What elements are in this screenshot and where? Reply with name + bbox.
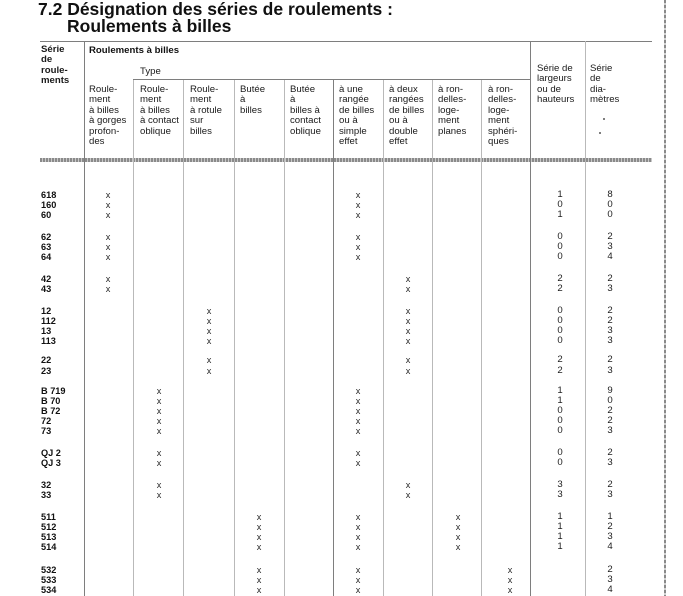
series-digit: 3 xyxy=(607,425,613,436)
series-digit: 0 xyxy=(557,199,563,210)
series-digit: 2 xyxy=(607,521,613,532)
speck xyxy=(603,118,605,120)
type-mark: x xyxy=(355,406,361,416)
type-mark: x xyxy=(355,542,361,552)
type-mark: x xyxy=(405,336,411,346)
row-serie-label: 22 xyxy=(41,355,52,365)
header-serie: Série de roule- ments xyxy=(41,44,70,87)
type-mark: x xyxy=(355,252,361,262)
series-digit: 0 xyxy=(557,415,563,426)
type-mark: x xyxy=(105,190,111,200)
row-serie-label: 72 xyxy=(41,416,52,426)
row-serie-label: 113 xyxy=(41,336,56,346)
row-serie-label: 64 xyxy=(41,252,52,262)
series-digit: 2 xyxy=(607,564,613,575)
row-serie-label: 33 xyxy=(41,490,52,500)
type-mark: x xyxy=(355,190,361,200)
type-mark: x xyxy=(355,386,361,396)
row-serie-label: 112 xyxy=(41,316,56,326)
series-digit: 1 xyxy=(557,395,563,406)
series-digit: 0 xyxy=(557,241,563,252)
row-serie-label: 42 xyxy=(41,274,52,284)
series-digit: 0 xyxy=(557,457,563,468)
type-mark: x xyxy=(405,306,411,316)
header-col-single-row: à une rangée de billes ou à simple effet xyxy=(339,84,375,148)
series-digit: 1 xyxy=(557,209,563,220)
row-serie-label: 63 xyxy=(41,242,52,252)
series-digit: 3 xyxy=(607,531,613,542)
series-digit: 3 xyxy=(557,479,563,490)
series-digit: 3 xyxy=(607,574,613,585)
row-serie-label: 618 xyxy=(41,190,57,200)
series-digit: 2 xyxy=(557,365,563,376)
series-digit: 2 xyxy=(607,415,613,426)
type-mark: x xyxy=(405,366,411,376)
series-digit: 3 xyxy=(607,489,613,500)
type-mark: x xyxy=(355,426,361,436)
row-serie-label: 62 xyxy=(41,232,52,242)
type-mark: x xyxy=(105,284,111,294)
type-mark: x xyxy=(355,458,361,468)
series-digit: 2 xyxy=(607,479,613,490)
type-mark: x xyxy=(355,232,361,242)
type-mark: x xyxy=(355,585,361,595)
type-mark: x xyxy=(256,512,262,522)
type-mark: x xyxy=(105,274,111,284)
series-digit: 1 xyxy=(557,511,563,522)
type-mark: x xyxy=(206,355,212,365)
type-mark: x xyxy=(206,366,212,376)
type-mark: x xyxy=(405,490,411,500)
header-col-width-series: Série de largeurs ou de hauteurs xyxy=(537,63,575,106)
series-digit: 1 xyxy=(607,511,613,522)
row-serie-label: 511 xyxy=(41,512,56,522)
col-divider xyxy=(530,41,531,596)
header-col-thrust-angular: Butée à billes à contact oblique xyxy=(290,84,321,137)
type-mark: x xyxy=(405,274,411,284)
series-digit: 3 xyxy=(607,457,613,468)
row-serie-label: 532 xyxy=(41,565,57,575)
series-digit: 1 xyxy=(557,541,563,552)
series-digit: 1 xyxy=(557,531,563,542)
section-title xyxy=(38,1,393,35)
type-mark: x xyxy=(105,252,111,262)
header-col-flat-washer: à ron- delles- loge- ment planes xyxy=(438,84,467,137)
series-digit: 1 xyxy=(557,521,563,532)
row-serie-label: 60 xyxy=(41,210,52,220)
type-mark: x xyxy=(156,396,162,406)
type-mark: x xyxy=(105,232,111,242)
type-mark: x xyxy=(455,532,461,542)
series-digit: 3 xyxy=(607,283,613,294)
type-mark: x xyxy=(256,585,262,595)
series-digit: 0 xyxy=(607,209,613,220)
row-serie-label: 533 xyxy=(41,575,57,585)
col-divider xyxy=(284,80,285,596)
type-mark: x xyxy=(507,565,513,575)
header-col-double-row: à deux rangées de billes ou à double effet xyxy=(389,84,425,148)
series-digit: 3 xyxy=(607,335,613,346)
row-serie-label: QJ 2 xyxy=(41,448,61,458)
series-digit: 2 xyxy=(557,354,563,365)
series-digit: 2 xyxy=(607,315,613,326)
row-serie-label: 73 xyxy=(41,426,52,436)
col-divider xyxy=(585,41,586,596)
type-mark: x xyxy=(256,522,262,532)
series-digit: 1 xyxy=(557,385,563,396)
header-col-deep-groove: Roule- ment à billes à gorges profon- des xyxy=(89,84,127,148)
series-digit: 8 xyxy=(607,189,613,200)
series-digit: 0 xyxy=(557,305,563,316)
type-mark: x xyxy=(156,406,162,416)
header-col-thrust: Butée à billes xyxy=(240,84,266,116)
type-mark: x xyxy=(405,326,411,336)
type-mark: x xyxy=(256,542,262,552)
series-digit: 2 xyxy=(557,283,563,294)
header-bottom-rule xyxy=(40,158,652,162)
series-digit: 1 xyxy=(557,189,563,200)
type-mark: x xyxy=(507,575,513,585)
col-divider xyxy=(333,80,334,596)
type-mark: x xyxy=(355,512,361,522)
series-digit: 0 xyxy=(557,447,563,458)
row-serie-label: 512 xyxy=(41,522,57,532)
type-mark: x xyxy=(455,512,461,522)
type-mark: x xyxy=(105,242,111,252)
series-digit: 2 xyxy=(607,305,613,316)
series-digit: 0 xyxy=(557,315,563,326)
type-mark: x xyxy=(355,242,361,252)
page-edge-line xyxy=(664,0,666,596)
type-mark: x xyxy=(355,522,361,532)
type-mark: x xyxy=(156,416,162,426)
row-serie-label: 534 xyxy=(41,585,57,595)
type-mark: x xyxy=(355,416,361,426)
type-mark: x xyxy=(105,200,111,210)
series-digit: 3 xyxy=(557,489,563,500)
type-mark: x xyxy=(206,306,212,316)
type-mark: x xyxy=(256,565,262,575)
row-serie-label: B 70 xyxy=(41,396,61,406)
col-divider xyxy=(183,80,184,596)
series-digit: 3 xyxy=(607,365,613,376)
series-digit: 2 xyxy=(557,273,563,284)
row-serie-label: 12 xyxy=(41,306,52,316)
type-mark: x xyxy=(355,200,361,210)
type-mark: x xyxy=(355,575,361,585)
row-serie-label: 32 xyxy=(41,480,52,490)
type-mark: x xyxy=(206,316,212,326)
series-digit: 2 xyxy=(607,405,613,416)
type-mark: x xyxy=(256,575,262,585)
series-digit: 0 xyxy=(557,405,563,416)
row-serie-label: 23 xyxy=(41,366,52,376)
type-mark: x xyxy=(105,210,111,220)
type-mark: x xyxy=(206,326,212,336)
series-digit: 2 xyxy=(607,354,613,365)
series-digit: 4 xyxy=(607,251,613,262)
row-serie-label: 514 xyxy=(41,542,57,552)
series-digit: 2 xyxy=(607,273,613,284)
type-mark: x xyxy=(455,522,461,532)
type-mark: x xyxy=(507,585,513,595)
row-serie-label: 160 xyxy=(41,200,57,210)
series-digit: 3 xyxy=(607,241,613,252)
type-mark: x xyxy=(156,458,162,468)
row-serie-label: B 72 xyxy=(41,406,61,416)
col-divider xyxy=(383,80,384,596)
series-digit: 2 xyxy=(607,447,613,458)
series-digit: 0 xyxy=(557,231,563,242)
section-title-line2: Roulements à billes xyxy=(67,16,232,36)
type-mark: x xyxy=(206,336,212,346)
header-type-label: Type xyxy=(140,66,161,77)
series-digit: 9 xyxy=(607,385,613,396)
type-mark: x xyxy=(355,532,361,542)
section-title-line1: 7.2 Désignation des séries de roulements : xyxy=(38,0,393,19)
type-mark: x xyxy=(405,355,411,365)
speck xyxy=(599,132,601,134)
row-serie-label: 43 xyxy=(41,284,52,294)
type-mark: x xyxy=(156,386,162,396)
type-mark: x xyxy=(355,210,361,220)
type-mark: x xyxy=(355,396,361,406)
table-top-rule xyxy=(40,41,652,42)
col-divider xyxy=(234,80,235,596)
type-mark: x xyxy=(256,532,262,542)
header-group-label: Roulements à billes xyxy=(89,45,180,56)
row-serie-label: 513 xyxy=(41,532,57,542)
header-col-angular-contact: Roule- ment à billes à contact oblique xyxy=(140,84,179,137)
header-col-diameter-series: Série de dia- mètres xyxy=(590,63,620,106)
header-col-spherical-washer: à ron- delles- loge- ment sphéri- ques xyxy=(488,84,518,148)
type-mark: x xyxy=(355,565,361,575)
series-digit: 0 xyxy=(557,335,563,346)
series-digit: 4 xyxy=(607,541,613,552)
type-mark: x xyxy=(156,490,162,500)
series-digit: 0 xyxy=(607,395,613,406)
type-mark: x xyxy=(405,284,411,294)
header-col-self-aligning: Roule- ment à rotule sur billes xyxy=(190,84,222,137)
series-digit: 0 xyxy=(557,251,563,262)
col-divider xyxy=(133,80,134,596)
row-serie-label: 13 xyxy=(41,326,52,336)
col-divider xyxy=(84,41,85,596)
type-mark: x xyxy=(156,426,162,436)
type-subheader-rule xyxy=(133,79,530,80)
series-digit: 0 xyxy=(557,425,563,436)
series-digit: 2 xyxy=(607,231,613,242)
col-divider xyxy=(432,80,433,596)
col-divider xyxy=(481,80,482,596)
row-serie-label: B 719 xyxy=(41,386,66,396)
row-serie-label: QJ 3 xyxy=(41,458,61,468)
series-digit: 4 xyxy=(607,584,613,595)
type-mark: x xyxy=(156,480,162,490)
type-mark: x xyxy=(156,448,162,458)
series-digit: 3 xyxy=(607,325,613,336)
series-digit: 0 xyxy=(557,325,563,336)
type-mark: x xyxy=(405,480,411,490)
type-mark: x xyxy=(405,316,411,326)
type-mark: x xyxy=(355,448,361,458)
series-digit: 0 xyxy=(607,199,613,210)
type-mark: x xyxy=(455,542,461,552)
